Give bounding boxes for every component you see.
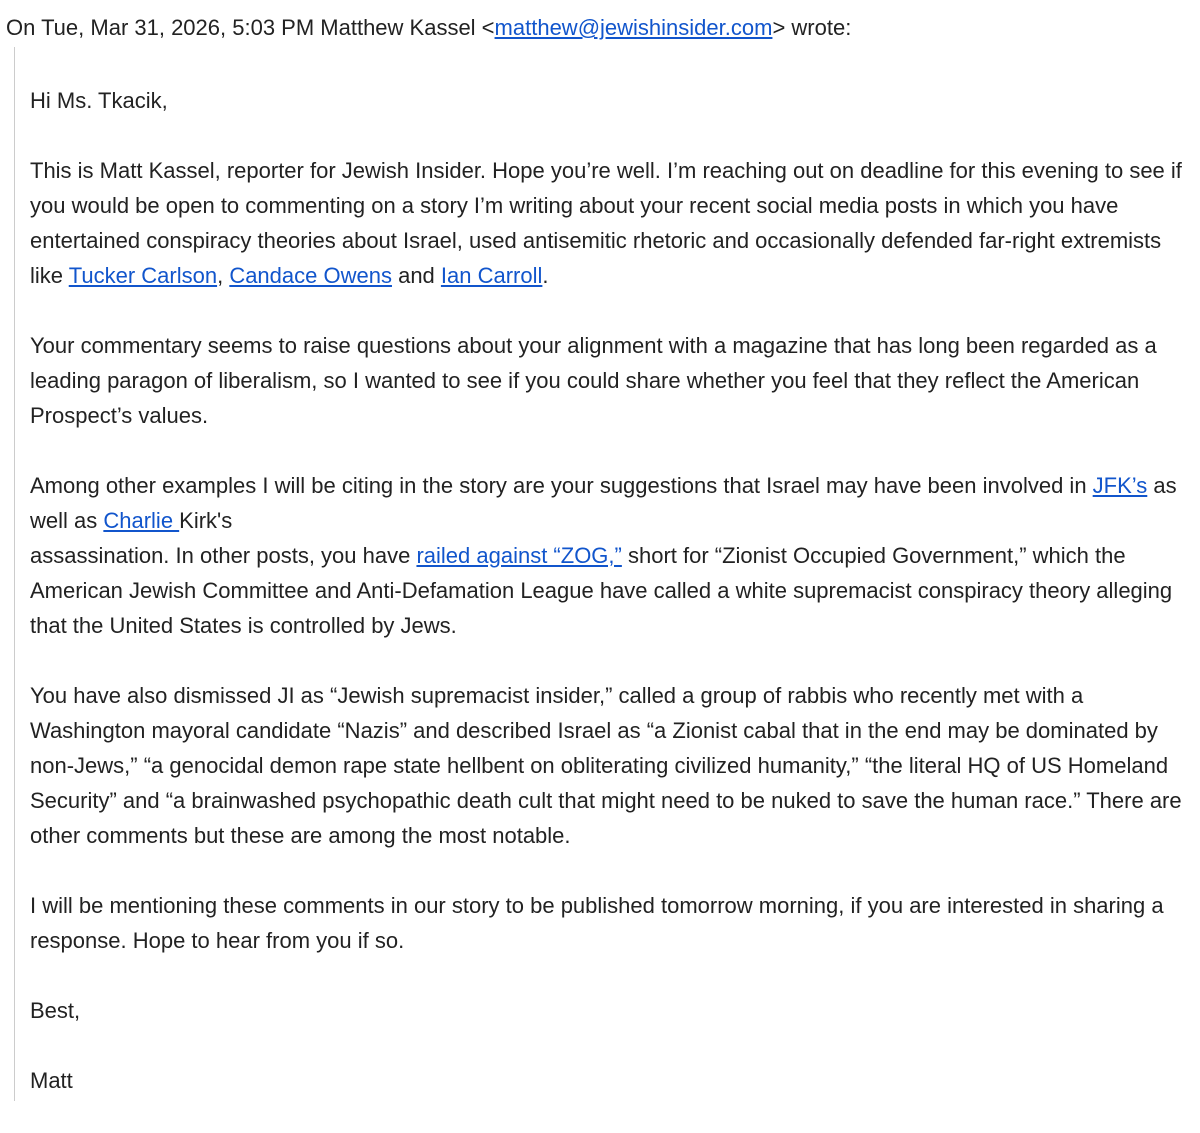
paragraph-intro-text: This is Matt Kassel, reporter for Jewish Insider. Hope you’re well. I’m reaching out on deadline for this evening to see if you would be open to commenting on a story I’m writing about your recent social media posts in which you have entertained conspiracy theories about Israel, used antisemitic rhetoric and occasionally defended far-right extremists like [30,158,1182,288]
period: . [542,263,549,288]
link-ian-carroll[interactable]: Ian Carroll [440,263,543,288]
paragraph-closing: I will be mentioning these comments in our story to be published tomorrow morning, if you are interested in sharing a response. Hope to hear from you if so. [30,893,1164,953]
examples-text: Among other examples I will be citing in the story are your suggestions that Israel may have been involved in [30,473,1093,498]
signature: Matt [30,1068,73,1093]
attribution-suffix: > wrote: [772,15,852,40]
link-charlie-kirk[interactable]: Charlie [103,508,180,533]
link-tucker-carlson[interactable]: Tucker Carlson [68,263,218,288]
link-candace-owens[interactable]: Candace Owens [229,263,392,288]
paragraph-examples [30,468,1195,643]
signoff: Best, [30,998,81,1023]
greeting: Hi Ms. Tkacik, [30,88,168,113]
link-zog[interactable]: railed against “ZOG,” [416,543,622,568]
reply-attribution [6,14,851,42]
attribution-prefix: On Tue, Mar 31, 2026, 5:03 PM Matthew Kassel < [6,15,495,40]
sender-email-link[interactable]: matthew@jewishinsider.com [494,15,773,40]
separator: and [391,263,441,288]
quoted-message [14,47,1194,1101]
examples-text: short for “Zionist Occupied Government,” which the American Jewish Committee and Anti-Defamation League have called a white supremacist conspiracy theory alleging that the United States is controlled by Jews. [30,543,1173,638]
examples-text: assassination. In other posts, you have [30,543,417,568]
examples-text: Kirk's [179,508,233,533]
examples-text: as well as [30,473,1177,533]
separator: , [217,263,230,288]
paragraph-commentary: Your commentary seems to raise questions about your alignment with a magazine that has long been regarded as a leading paragon of liberalism, so I wanted to see if you could share whether you feel that they reflect the American Prospect’s values. [30,333,1157,428]
paragraph-intro [30,153,1195,293]
paragraph-quotes: You have also dismissed JI as “Jewish supremacist insider,” called a group of rabbis who recently met with a Washington mayoral candidate “Nazis” and described Israel as “a Zionist cabal that in the end may be dominated by non-Jews,” “a genocidal demon rape state hellbent on obliterating civilized humanity,” “the literal HQ of US Homeland Security” and “a brainwashed psychopathic death cult that might need to be nuked to save the human race.” There are other comments but these are among the most notable. [30,683,1182,848]
link-jfk[interactable]: JFK’s [1092,473,1148,498]
